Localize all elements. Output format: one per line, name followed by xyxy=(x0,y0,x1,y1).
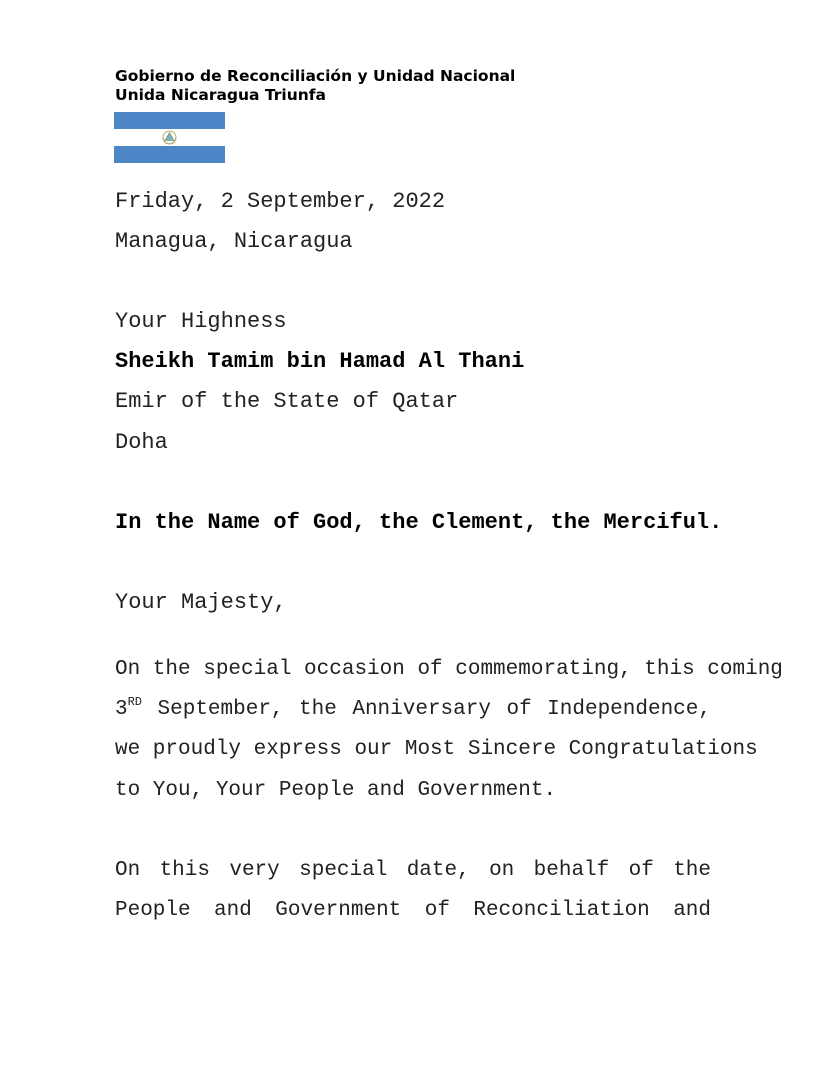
ordinal-suffix: RD xyxy=(127,695,143,710)
invocation: In the Name of God, the Clement, the Merciful. xyxy=(115,510,723,535)
letter-date: Friday, 2 September, 2022 xyxy=(115,189,446,214)
recipient-city: Doha xyxy=(115,430,168,455)
paragraph-line: to You, Your People and Government. xyxy=(115,778,557,802)
paragraph-line: On this very special date, on behalf of the xyxy=(115,859,711,882)
paragraph-line: On the special occasion of commemorating, this coming xyxy=(115,658,783,681)
paragraph-line xyxy=(115,690,711,730)
recipient-name: Sheikh Tamim bin Hamad Al Thani xyxy=(115,349,525,374)
paragraph-line: we proudly express our Most Sincere Congratulations xyxy=(115,738,758,762)
ordinal-number: 3 xyxy=(115,698,128,722)
recipient-salutation-title: Your Highness xyxy=(115,309,287,334)
paragraph-line-rest: September, the Anniversary of Independence, xyxy=(142,698,711,722)
greeting: Your Majesty, xyxy=(115,590,287,615)
recipient-title: Emir of the State of Qatar xyxy=(115,389,459,414)
nicaragua-flag-icon xyxy=(114,112,225,163)
paragraph-line: People and Government of Reconciliation and xyxy=(115,899,711,923)
paragraph-congratulations xyxy=(115,650,783,811)
letter-place: Managua, Nicaragua xyxy=(115,229,353,254)
paragraph-behalf xyxy=(115,851,711,931)
letterhead-slogan: Unida Nicaragua Triunfa xyxy=(115,86,327,104)
letterhead-government-name: Gobierno de Reconciliación y Unidad Nacional xyxy=(115,67,516,85)
letterhead xyxy=(115,67,515,105)
